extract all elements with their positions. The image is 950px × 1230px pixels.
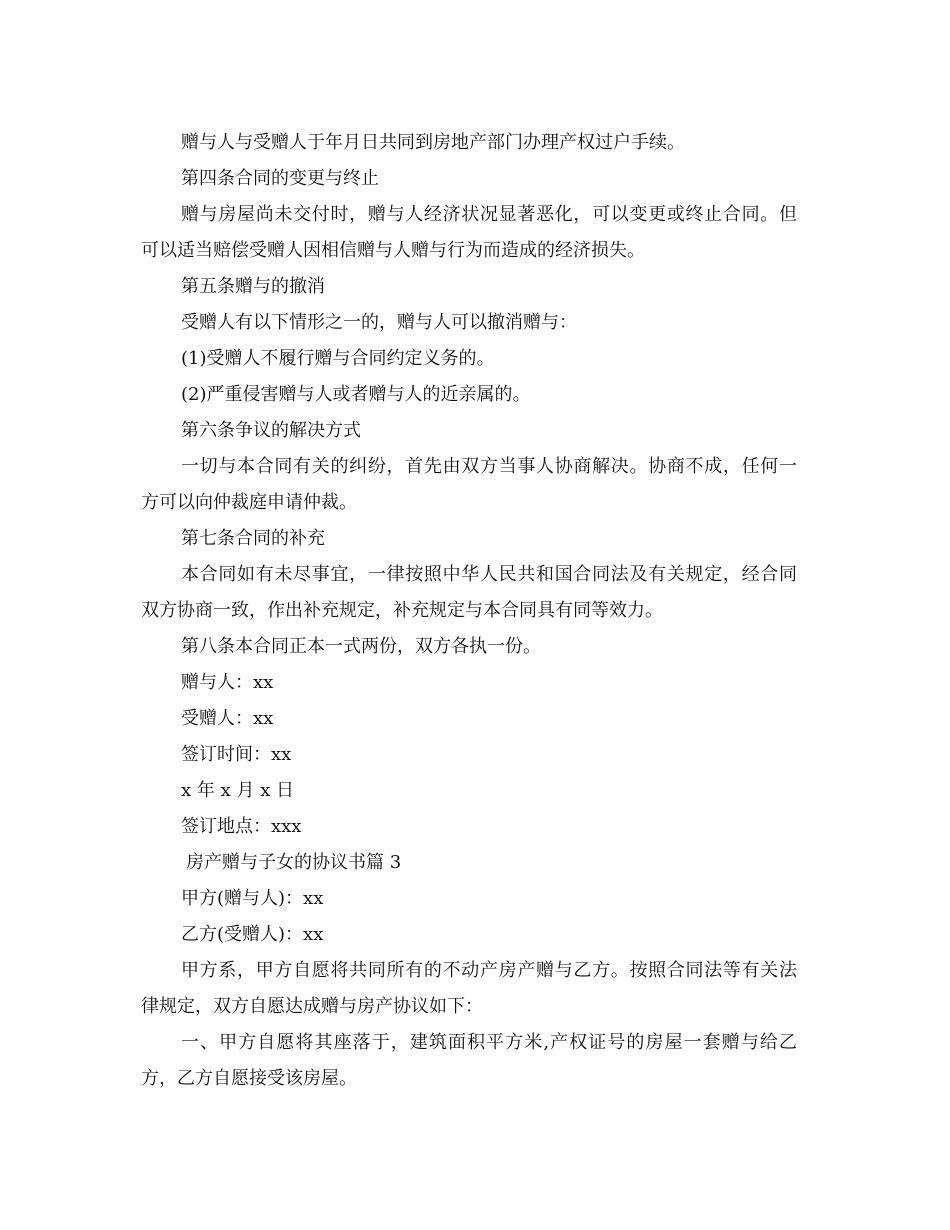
- paragraph-line: 受赠人有以下情形之一的，赠与人可以撤消赠与：: [181, 312, 577, 333]
- paragraph-line: 赠与房屋尚未交付时，赠与人经济状况显著恶化，可以变更或终止合同。但: [181, 204, 797, 225]
- paragraph-line: 可以适当赔偿受赠人因相信赠与人赠与行为而造成的经济损失。: [141, 240, 645, 261]
- signature-donee: 受赠人：xx: [181, 708, 274, 729]
- signing-place: 签订地点：xxx: [181, 816, 302, 837]
- section-heading-article-4: 第四条合同的变更与终止: [181, 168, 379, 189]
- party-b: 乙方(受赠人)：xx: [181, 924, 324, 945]
- paragraph-line: 赠与人与受赠人于年月日共同到房地产部门办理产权过户手续。: [181, 132, 685, 153]
- section-heading-article-5: 第五条赠与的撤消: [181, 276, 325, 297]
- party-a: 甲方(赠与人)：xx: [181, 888, 324, 909]
- paragraph-line: 双方协商一致，作出补充规定，补充规定与本合同具有同等效力。: [141, 600, 663, 621]
- paragraph-line: 甲方系，甲方自愿将共同所有的不动产房产赠与乙方。按照合同法等有关法: [181, 960, 797, 981]
- signing-date: x 年 x 月 x 日: [181, 780, 295, 801]
- paragraph-line: 方，乙方自愿接受该房屋。: [141, 1068, 357, 1089]
- section-heading-article-7: 第七条合同的补充: [181, 528, 325, 549]
- agreement-title: 房产赠与子女的协议书篇 3: [186, 852, 402, 873]
- signing-time: 签订时间：xx: [181, 744, 292, 765]
- paragraph-line: 一切与本合同有关的纠纷，首先由双方当事人协商解决。协商不成，任何一: [181, 456, 797, 477]
- list-item: (1)受赠人不履行赠与合同约定义务的。: [181, 348, 495, 369]
- paragraph-line: 律规定，双方自愿达成赠与房产协议如下：: [141, 996, 483, 1017]
- section-heading-article-8: 第八条本合同正本一式两份，双方各执一份。: [181, 636, 541, 657]
- signature-donor: 赠与人：xx: [181, 672, 274, 693]
- paragraph-line: 一、甲方自愿将其座落于，建筑面积平方米,产权证号的房屋一套赠与给乙: [181, 1032, 797, 1053]
- section-heading-article-6: 第六条争议的解决方式: [181, 420, 361, 441]
- list-item: (2)严重侵害赠与人或者赠与人的近亲属的。: [181, 384, 531, 405]
- paragraph-line: 本合同如有未尽事宜，一律按照中华人民共和国合同法及有关规定，经合同: [181, 564, 797, 585]
- paragraph-line: 方可以向仲裁庭申请仲裁。: [141, 492, 357, 513]
